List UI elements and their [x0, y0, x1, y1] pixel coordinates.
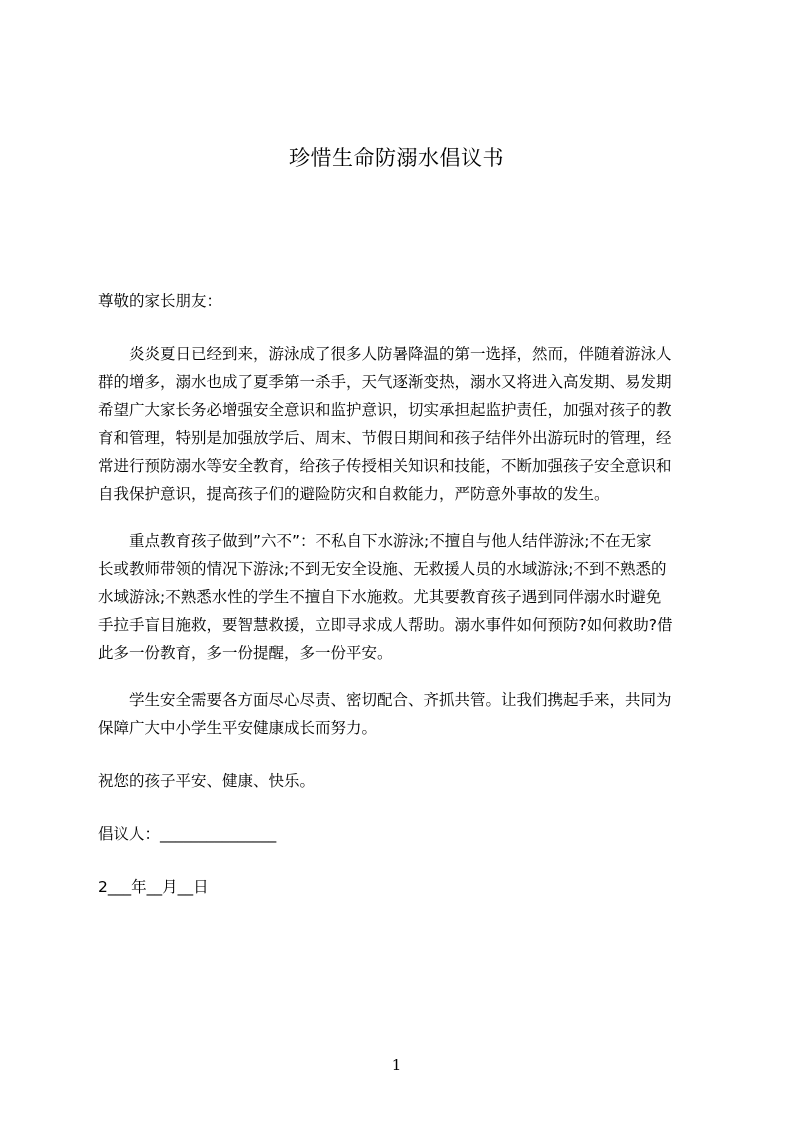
paragraph-2-line-2: 长或教师带领的情况下游泳;不到无安全设施、无救援人员的水域游泳;不到不熟悉的 — [98, 560, 667, 578]
date-line: 2___年__月__日 — [98, 878, 209, 896]
salutation: 尊敬的家长朋友： — [98, 292, 223, 310]
paragraph-3-line-1: 学生安全需要各方面尽心尽责、密切配合、齐抓共管。让我们携起手来，共同为 — [98, 691, 672, 709]
paragraph-1-line-3: 希望广大家长务必增强安全意识和监护意识，切实承担起监护责任，加强对孩子的教 — [98, 401, 672, 419]
paragraph-3-line-2: 保障广大中小学生平安健康成长而努力。 — [98, 719, 378, 737]
page-number: 1 — [391, 1056, 402, 1074]
paragraph-1-line-4: 育和管理，特别是加强放学后、周末、节假日期间和孩子结伴外出游玩时的管理，经 — [98, 429, 672, 447]
paragraph-2-line-4: 手拉手盲目施救，要智慧救援，立即寻求成人帮助。溺水事件如何预防?如何救助?借 — [98, 616, 673, 634]
paragraph-1-line-5: 常进行预防溺水等安全教育，给孩子传授相关知识和技能，不断加强孩子安全意识和 — [98, 457, 672, 475]
paragraph-2-line-5: 此多一份教育，多一份提醒，多一份平安。 — [98, 644, 393, 662]
closing-wish: 祝您的孩子平安、健康、快乐。 — [98, 772, 316, 790]
paragraph-2-line-1: 重点教育孩子做到”六不”：不私自下水游泳;不擅自与他人结伴游泳;不在无家 — [98, 532, 652, 550]
paragraph-1-line-2: 群的增多，溺水也成了夏季第一杀手，天气逐渐变热，溺水又将进入高发期、易发期 — [98, 373, 672, 391]
paragraph-1-line-6: 自我保护意识，提高孩子们的避险防灾和自救能力，严防意外事故的发生。 — [98, 485, 610, 503]
paragraph-1-line-1: 炎炎夏日已经到来，游泳成了很多人防暑降温的第一选择，然而，伴随着游泳人 — [98, 345, 672, 363]
signer-line: 倡议人：_______________ — [98, 825, 277, 843]
paragraph-2-line-3: 水域游泳;不熟悉水性的学生不擅自下水施救。尤其要教育孩子遇到同伴溺水时避免 — [98, 588, 662, 606]
document-title: 珍惜生命防溺水倡议书 — [289, 146, 504, 170]
